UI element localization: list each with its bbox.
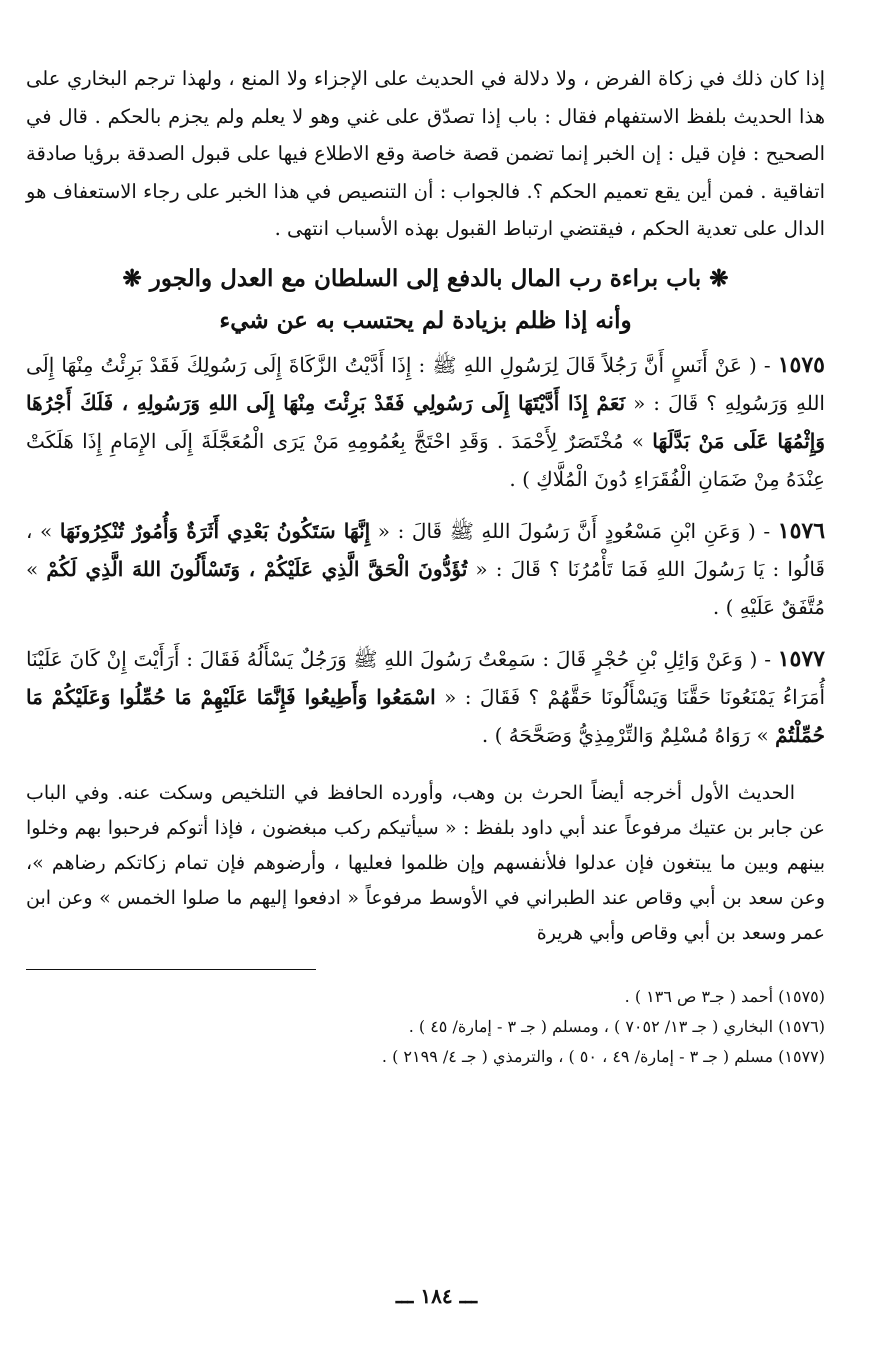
footnote-1575: (١٥٧٥) أحمد ( جـ٣ ص ١٣٦ ) . [624, 986, 825, 1006]
footnote-1576: (١٥٧٦) البخاري ( جـ ١٣/ ٧٠٥٢ ) ، ومسلم ( جـ ٣ - إمارة/ ٤٥ ) . [408, 1016, 825, 1036]
hadith-text: - ( وَعَنْ وَائِلِ بْنِ حُجْرٍ قَالَ : سَمِعْتُ رَسُولَ اللهِ ﷺ وَرَجُلٌ يَسْأَلُهُ فَقَالَ : أَرَأَيْتَ إِنْ كَانَ عَلَيْنَا أُمَرَاءُ يَمْنَعُونَا حَقَّنَا وَيَسْأَلُونَا حَقَّهُمْ ؟ فَقَالَ : « [26, 646, 825, 709]
hadith-prophetic-text: اسْمَعُوا وَأَطِيعُوا فَإِنَّمَا عَلَيْهِمْ مَا حُمِّلُوا وَعَلَيْكُمْ مَا حُمِّلْتُمْ [26, 684, 825, 747]
commentary-text: الحديث الأول أخرجه أيضاً الحرث بن وهب، وأورده الحافظ في التلخيص وسكت عنه. وفي الباب عن جابر بن عتيك مرفوعاً عند أبي داود بلفظ : « سيأتيكم ركب مبغضون ، فإذا أتوكم فرحبوا بهم وخلوا بينهم وبين ما يبتغون فإن عدلوا فلأنفسهم وإن ظلموا فعليها ، وأرضوهم فإن تمام زكاتكم رضاهم »، وعن سعد بن أبي وقاص عند الطبراني في الأوسط مرفوعاً « ادفعوا إليهم ما صلوا الخمس » وعن ابن عمر وسعد بن أبي وقاص وأبي هريرة [26, 781, 825, 944]
commentary-paragraph [26, 776, 825, 951]
hadith-text: - ( وَعَنِ ابْنِ مَسْعُودٍ أَنَّ رَسُولَ اللهِ ﷺ قَالَ : « [370, 518, 778, 543]
hadith-text: - ( عَنْ أَنَسٍ أَنَّ رَجُلاً قَالَ لِرَسُولِ اللهِ ﷺ : إِذَا أَدَّيْتُ الزَّكَاةَ إِلَى رَسُولِكَ فَقَدْ بَرِئْتُ مِنْهَا إِلَى اللهِ وَرَسُولِهِ ؟ قَالَ : « [26, 352, 825, 415]
hadith-text: » مُخْتَصَرٌ لِأَحْمَدَ . وَقَدِ احْتَجَّ بِعُمُومِهِ مَنْ يَرَى الْمُعَجَّلَةَ إِلَى الإِمَامِ إِذَا هَلَكَتْ عِنْدَهُ مِنْ ضَمَانِ الْفُقَرَاءِ دُونَ الْمُلَّاكِ ) . [26, 428, 825, 491]
hadith-prophetic-text: إِنَّهَا سَتَكُونُ بَعْدِي أَثَرَةٌ وَأُمُورٌ تُنْكِرُونَهَا [59, 518, 371, 543]
hadith-text: » رَوَاهُ مُسْلِمٌ وَالتِّرْمِذِيُّ وَصَحَّحَهُ ) . [481, 722, 776, 747]
chapter-title: ❋ باب براءة رب المال بالدفع إلى السلطان مع العدل والجور ❋ [122, 264, 729, 292]
hadith-text: » مُتَّفَقٌ عَلَيْهِ ) . [26, 556, 825, 619]
intro-paragraph: إذا كان ذلك في زكاة الفرض ، ولا دلالة في الحديث على الإجزاء ولا المنع ، ولهذا ترجم البخاري على هذا الحديث بلفظ الاستفهام فقال : باب إذا تصدّق على غني وهو لا يعلم ولم يجزم بالحكم . قال في الصحيح : فإن قيل : إن الخبر إنما تضمن قصة خاصة وقع الاطلاع فيها على قبول الصدقة برؤيا صادقة اتفاقية . فمن أين يقع تعميم الحكم ؟. فالجواب : أن التنصيص في هذا الخبر على رجاء الاستعفاف هو الدال على تعدية الحكم ، فيقتضي ارتباط القبول بهذه الأسباب انتهى . [26, 67, 825, 240]
footnote-separator-wrap [26, 969, 825, 970]
page-number: ـــ ١٨٤ ـــ [395, 1284, 478, 1308]
footnotes [26, 982, 825, 1072]
hadith-text: » ، قَالُوا : يَا رَسُولَ اللهِ فَمَا تَأْمُرُنَا ؟ قَالَ : « [26, 518, 825, 581]
hadith-1576 [26, 512, 825, 626]
hadith-prophetic-text: نَعَمْ إِذَا أَدَّيْتَهَا إِلَى رَسُولِي فَقَدْ بَرِئْتَ مِنْهَا إِلَى اللهِ وَرَسُولِهِ ، فَلَكَ أَجْرُهَا وَإِثْمُهَا عَلَى مَنْ بَدَّلَهَا [26, 390, 825, 453]
hadith-1577 [26, 640, 825, 754]
hadith-prophetic-text: تُؤَدُّونَ الْحَقَّ الَّذِي عَلَيْكُمْ ، وَتَسْأَلُونَ اللهَ الَّذِي لَكُمْ [46, 556, 468, 581]
footnote-1577: (١٥٧٧) مسلم ( جـ ٣ - إمارة/ ٤٩ ، ٥٠ ) ، والترمذي ( جـ ٤/ ٢١٩٩ ) . [381, 1046, 825, 1066]
hadith-number: ١٥٧٧ [777, 645, 825, 672]
hadith-number: ١٥٧٥ [777, 351, 825, 378]
hadith-1575 [26, 346, 825, 498]
hadith-number: ١٥٧٦ [777, 517, 826, 544]
chapter-subtitle: وأنه إذا ظلم بزيادة لم يحتسب به عن شيء [219, 306, 632, 334]
footnote-separator [26, 969, 316, 970]
